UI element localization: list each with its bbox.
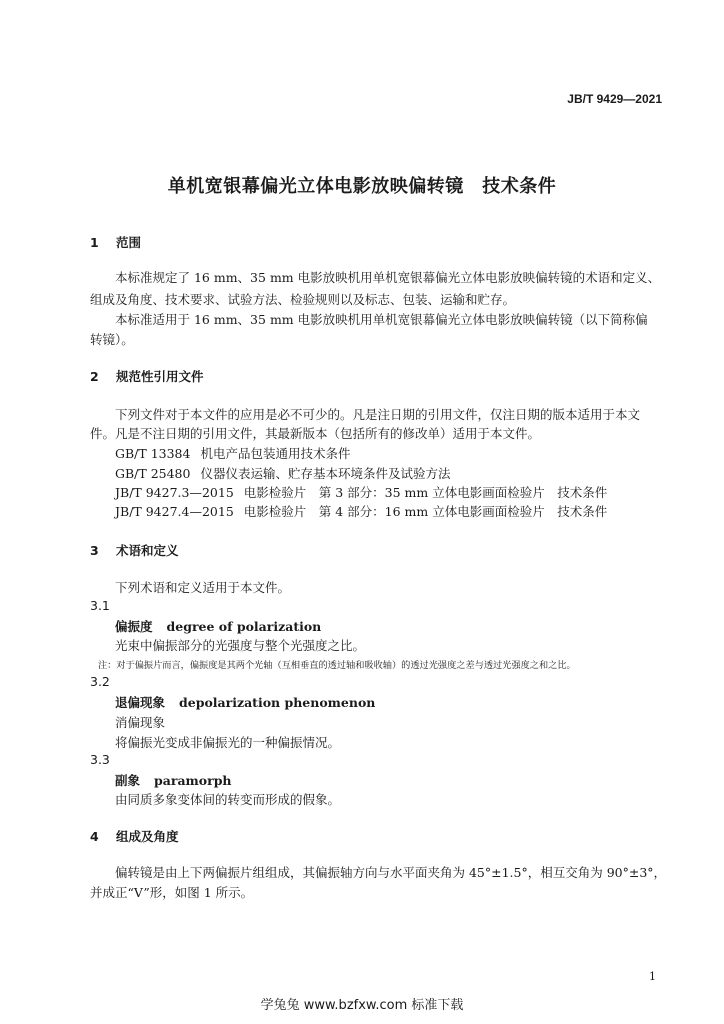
term-number: 3.3	[90, 752, 110, 767]
paragraph-line: 下列文件对于本文件的应用是必不可少的。凡是注日期的引用文件，仅注日期的版本适用于本文	[115, 407, 641, 422]
paragraph-line: 转镜）。	[90, 332, 134, 347]
term-note: 注：对于偏振片而言，偏振度是其两个光轴（互相垂直的透过轴和吸收轴）的透过光强度之差与透过光强度之和之比。	[98, 660, 576, 671]
watermark-footer: 学兔兔 www.bzfxw.com 标准下载	[260, 998, 464, 1013]
reference-item	[115, 502, 607, 520]
term-en: degree of polarization	[166, 619, 322, 634]
section-number: 3	[90, 543, 99, 558]
paragraph-line: 件。凡是不注日期的引用文件，其最新版本（包括所有的修改单）适用于本文件。	[90, 426, 541, 441]
term-number: 3.2	[90, 674, 110, 689]
term-zh: 退偏现象	[115, 695, 166, 710]
section-3-heading	[90, 541, 179, 559]
reference-code: GB/T 25480	[115, 466, 191, 481]
term-synonym: 消偏现象	[115, 715, 166, 730]
reference-title: 电影检验片 第 3 部分：35 mm 立体电影画面检验片 技术条件	[243, 485, 608, 500]
paragraph-line: 偏转镜是由上下两偏振片组组成，其偏振轴方向与水平面夹角为 45°±1.5°，相互交角为 90°±3°，	[115, 865, 667, 880]
reference-code: JB/T 9427.4—2015	[115, 504, 234, 519]
section-title: 术语和定义	[116, 543, 179, 558]
document-title: 单机宽银幕偏光立体电影放映偏转镜 技术条件	[167, 176, 557, 197]
term-definition: 光束中偏振部分的光强度与整个光强度之比。	[115, 638, 366, 653]
section-4-heading	[90, 827, 179, 845]
reference-item	[115, 464, 450, 482]
reference-title: 仪器仪表运输、贮存基本环境条件及试验方法	[200, 466, 451, 481]
term-entry	[115, 693, 375, 711]
paragraph-line: 下列术语和定义适用于本文件。	[115, 580, 291, 595]
term-en: depolarization phenomenon	[179, 695, 376, 710]
section-number: 2	[90, 369, 99, 384]
term-zh: 副象	[115, 773, 141, 788]
paragraph-line: 本标准适用于 16 mm、35 mm 电影放映机用单机宽银幕偏光立体电影放映偏转镜（以下简称偏	[115, 312, 648, 327]
reference-item	[115, 444, 350, 462]
section-title: 组成及角度	[116, 829, 179, 844]
section-1-heading	[90, 233, 141, 251]
section-number: 4	[90, 829, 99, 844]
standard-code: JB/T 9429—2021	[567, 92, 662, 106]
term-entry	[115, 617, 321, 635]
section-2-heading	[90, 367, 204, 385]
term-number: 3.1	[90, 598, 110, 613]
paragraph-line: 本标准规定了 16 mm、35 mm 电影放映机用单机宽银幕偏光立体电影放映偏转镜的术语和定义、	[115, 270, 661, 285]
section-number: 1	[90, 235, 99, 250]
term-zh: 偏振度	[115, 619, 153, 634]
section-title: 范围	[116, 235, 142, 250]
reference-title: 机电产品包装通用技术条件	[200, 446, 351, 461]
term-definition: 由同质多象变体间的转变而形成的假象。	[115, 792, 341, 807]
reference-item	[115, 483, 607, 501]
paragraph-line: 组成及角度、技术要求、试验方法、检验规则以及标志、包装、运输和贮存。	[90, 292, 516, 307]
reference-code: JB/T 9427.3—2015	[115, 485, 234, 500]
page-number: 1	[649, 970, 656, 983]
term-entry	[115, 771, 232, 789]
paragraph-line: 并成正“V”形，如图 1 所示。	[90, 885, 254, 900]
reference-title: 电影检验片 第 4 部分：16 mm 立体电影画面检验片 技术条件	[243, 504, 608, 519]
section-title: 规范性引用文件	[116, 369, 204, 384]
reference-code: GB/T 13384	[115, 446, 191, 461]
term-en: paramorph	[154, 773, 232, 788]
term-definition: 将偏振光变成非偏振光的一种偏振情况。	[115, 735, 341, 750]
